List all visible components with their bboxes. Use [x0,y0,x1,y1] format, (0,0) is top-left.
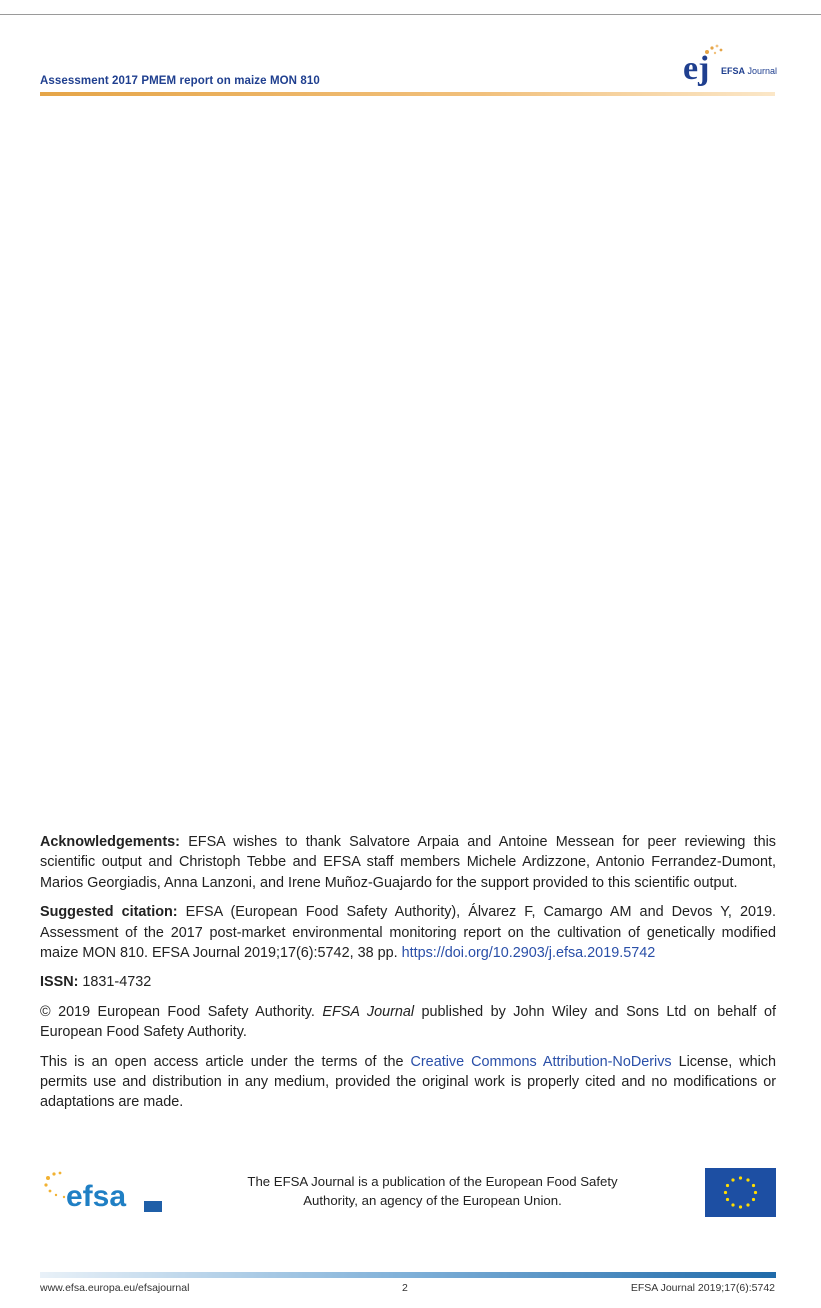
citation-label: Suggested citation: [40,904,178,921]
efsa-journal-logo [683,44,783,90]
eu-stars-icon [705,1168,776,1217]
journal-logo-letters: ej [683,50,710,87]
running-header-title: Assessment 2017 PMEM report on maize MON 810 [40,75,320,87]
license-suffix: License, which permits use and distribution in any medium, provided the original work is properly cited and no modifications or adaptations are made. [40,1053,776,1111]
license-link[interactable]: Creative Commons Attribution-NoDerivs [410,1053,672,1070]
journal-logo-label [721,66,777,76]
top-rule [0,14,821,15]
publisher-note: The EFSA Journal is a publication of the European Food Safety Authority, an agency of the European Union. [247,1174,618,1208]
header-rule [40,92,775,96]
journal-logo-word: Journal [747,66,778,76]
footer-website-link[interactable]: www.efsa.europa.eu/efsajournal [40,1282,190,1294]
issn-paragraph [40,972,776,992]
acknowledgements-paragraph [40,832,776,893]
journal-logo-brand: EFSA [721,66,746,76]
copyright-suffix: published by John Wiley and Sons Ltd on behalf of European Food Safety Authority. [40,1003,776,1041]
front-matter [40,832,776,1122]
footer-page-number: 2 [402,1282,408,1294]
citation-paragraph [40,902,776,963]
efsa-logo-word: efsa [66,1180,127,1213]
acknowledgements-label: Acknowledgements: [40,834,180,850]
issn-label: ISSN: [40,974,79,991]
copyright-journal: EFSA Journal [322,1003,415,1020]
copyright-paragraph [40,1002,776,1043]
acknowledgements-text: EFSA wishes to thank Salvatore Arpaia and Antoine Messean for peer reviewing this scientific output and Christoph Tebbe and EFSA staff members Michele Ardizzone, Antonio Ferrandez-Dumont, Marios Georgiadis, Anna Lanzoni, and Irene Muñoz-Guajardo for the support provided to this scientific output. [40,834,776,891]
eu-flag-icon [705,1168,776,1217]
issn-value: 1831-4732 [78,974,152,991]
footer-journal-reference: EFSA Journal 2019;17(6):5742 [630,1282,775,1294]
efsa-logo [42,1170,172,1220]
copyright-prefix: © 2019 European Food Safety Authority. [40,1003,323,1020]
citation-doi-link[interactable]: https://doi.org/10.2903/j.efsa.2019.5742 [401,945,656,962]
efsa-logo-flag-icon [144,1201,162,1212]
license-paragraph [40,1052,776,1113]
citation-text: EFSA (European Food Safety Authority), Álvarez F, Camargo AM and Devos Y, 2019. Assessment of the 2017 post-market environmental monitoring report on the cultivation of genetically modified maize MON 810. EFSA Journal 2019;17(6):5742, 38 pp. [40,904,776,962]
footer-rule [40,1272,776,1278]
license-prefix: This is an open access article under the terms of the [40,1053,411,1070]
